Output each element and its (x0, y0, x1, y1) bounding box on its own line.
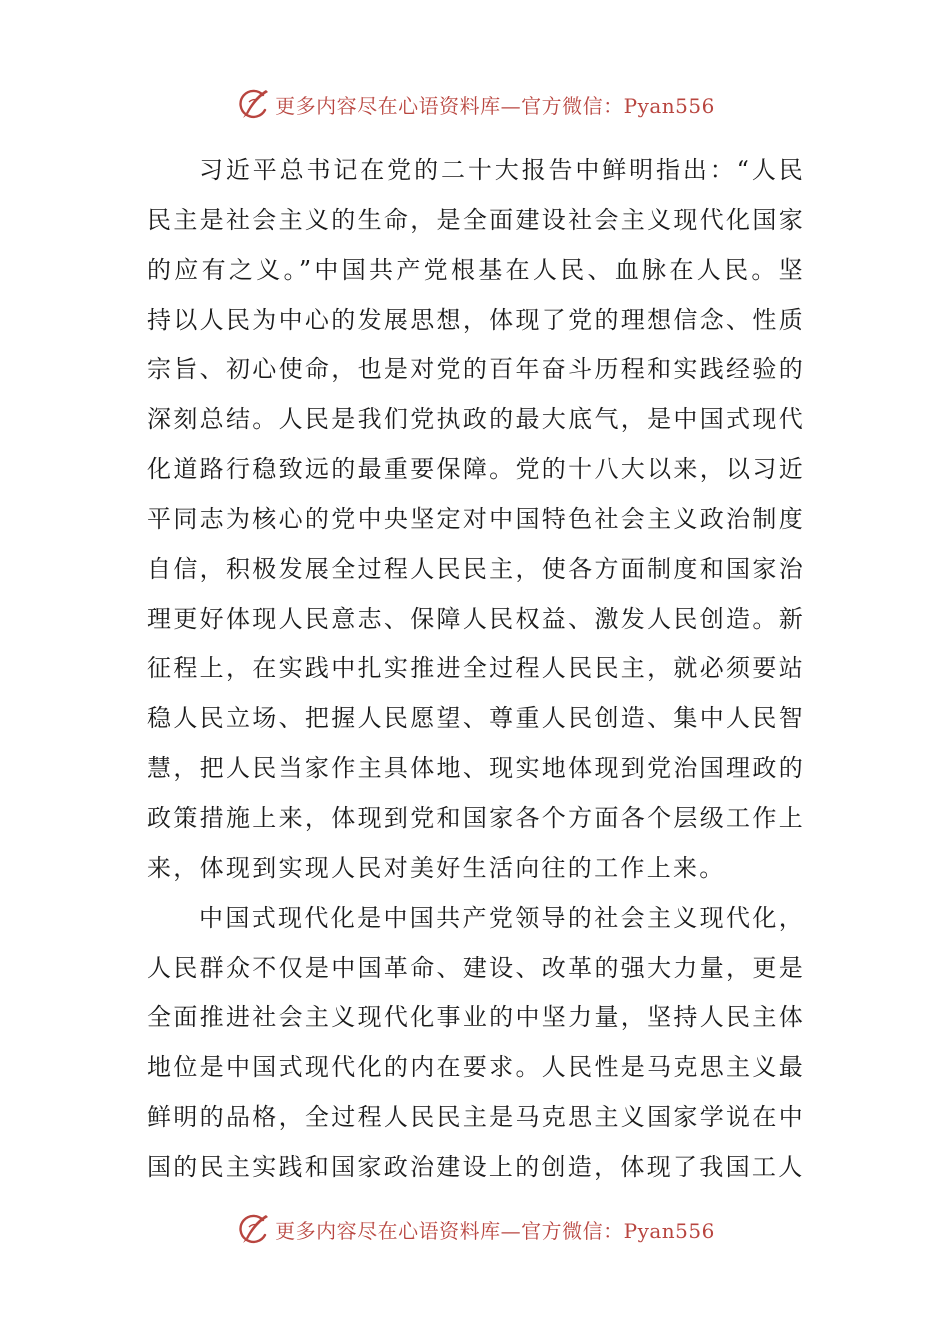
watermark-text: 更多内容尽在心语资料库—官方微信：Pyan556 (275, 93, 715, 118)
watermark-text: 更多内容尽在心语资料库—官方微信：Pyan556 (275, 1218, 715, 1243)
footer-watermark-banner (0, 1209, 950, 1249)
body-paragraph-1: 习近平总书记在党的二十大报告中鲜明指出：“人民民主是社会主义的生命，是全面建设社会主义现代化国家的应有之义。”中国共产党根基在人民、血脉在人民。坚持以人民为中心的发展思想，体现了党的理想信念、性质宗旨、初心使命，也是对党的百年奋斗历程和实践经验的深刻总结。人民是我们党执政的最大底气，是中国式现代化道路行稳致远的最重要保障。党的十八大以来，以习近平同志为核心的党中央坚定对中国特色社会主义政治制度自信，积极发展全过程人民民主，使各方面制度和国家治理更好体现人民意志、保障人民权益、激发人民创造。新征程上，在实践中扎实推进全过程人民民主，就必须要站稳人民立场、把握人民愿望、尊重人民创造、集中人民智慧，把人民当家作主具体地、现实地体现到党治国理政的政策措施上来，体现到党和国家各个方面各个层级工作上来，体现到实现人民对美好生活向往的工作上来。 (147, 156, 805, 882)
header-watermark-banner (0, 84, 950, 124)
quill-pen-circle-icon (235, 86, 271, 122)
document-body (147, 146, 805, 1193)
quill-pen-circle-icon (235, 1211, 271, 1247)
body-paragraph-2: 中国式现代化是中国共产党领导的社会主义现代化，人民群众不仅是中国革命、建设、改革的强大力量，更是全面推进社会主义现代化事业的中坚力量，坚持人民主体地位是中国式现代化的内在要求。人民性是马克思主义最鲜明的品格，全过程人民民主是马克思主义国家学说在中国的民主实践和国家政治建设上的创造，体现了我国工人 (147, 903, 805, 1181)
